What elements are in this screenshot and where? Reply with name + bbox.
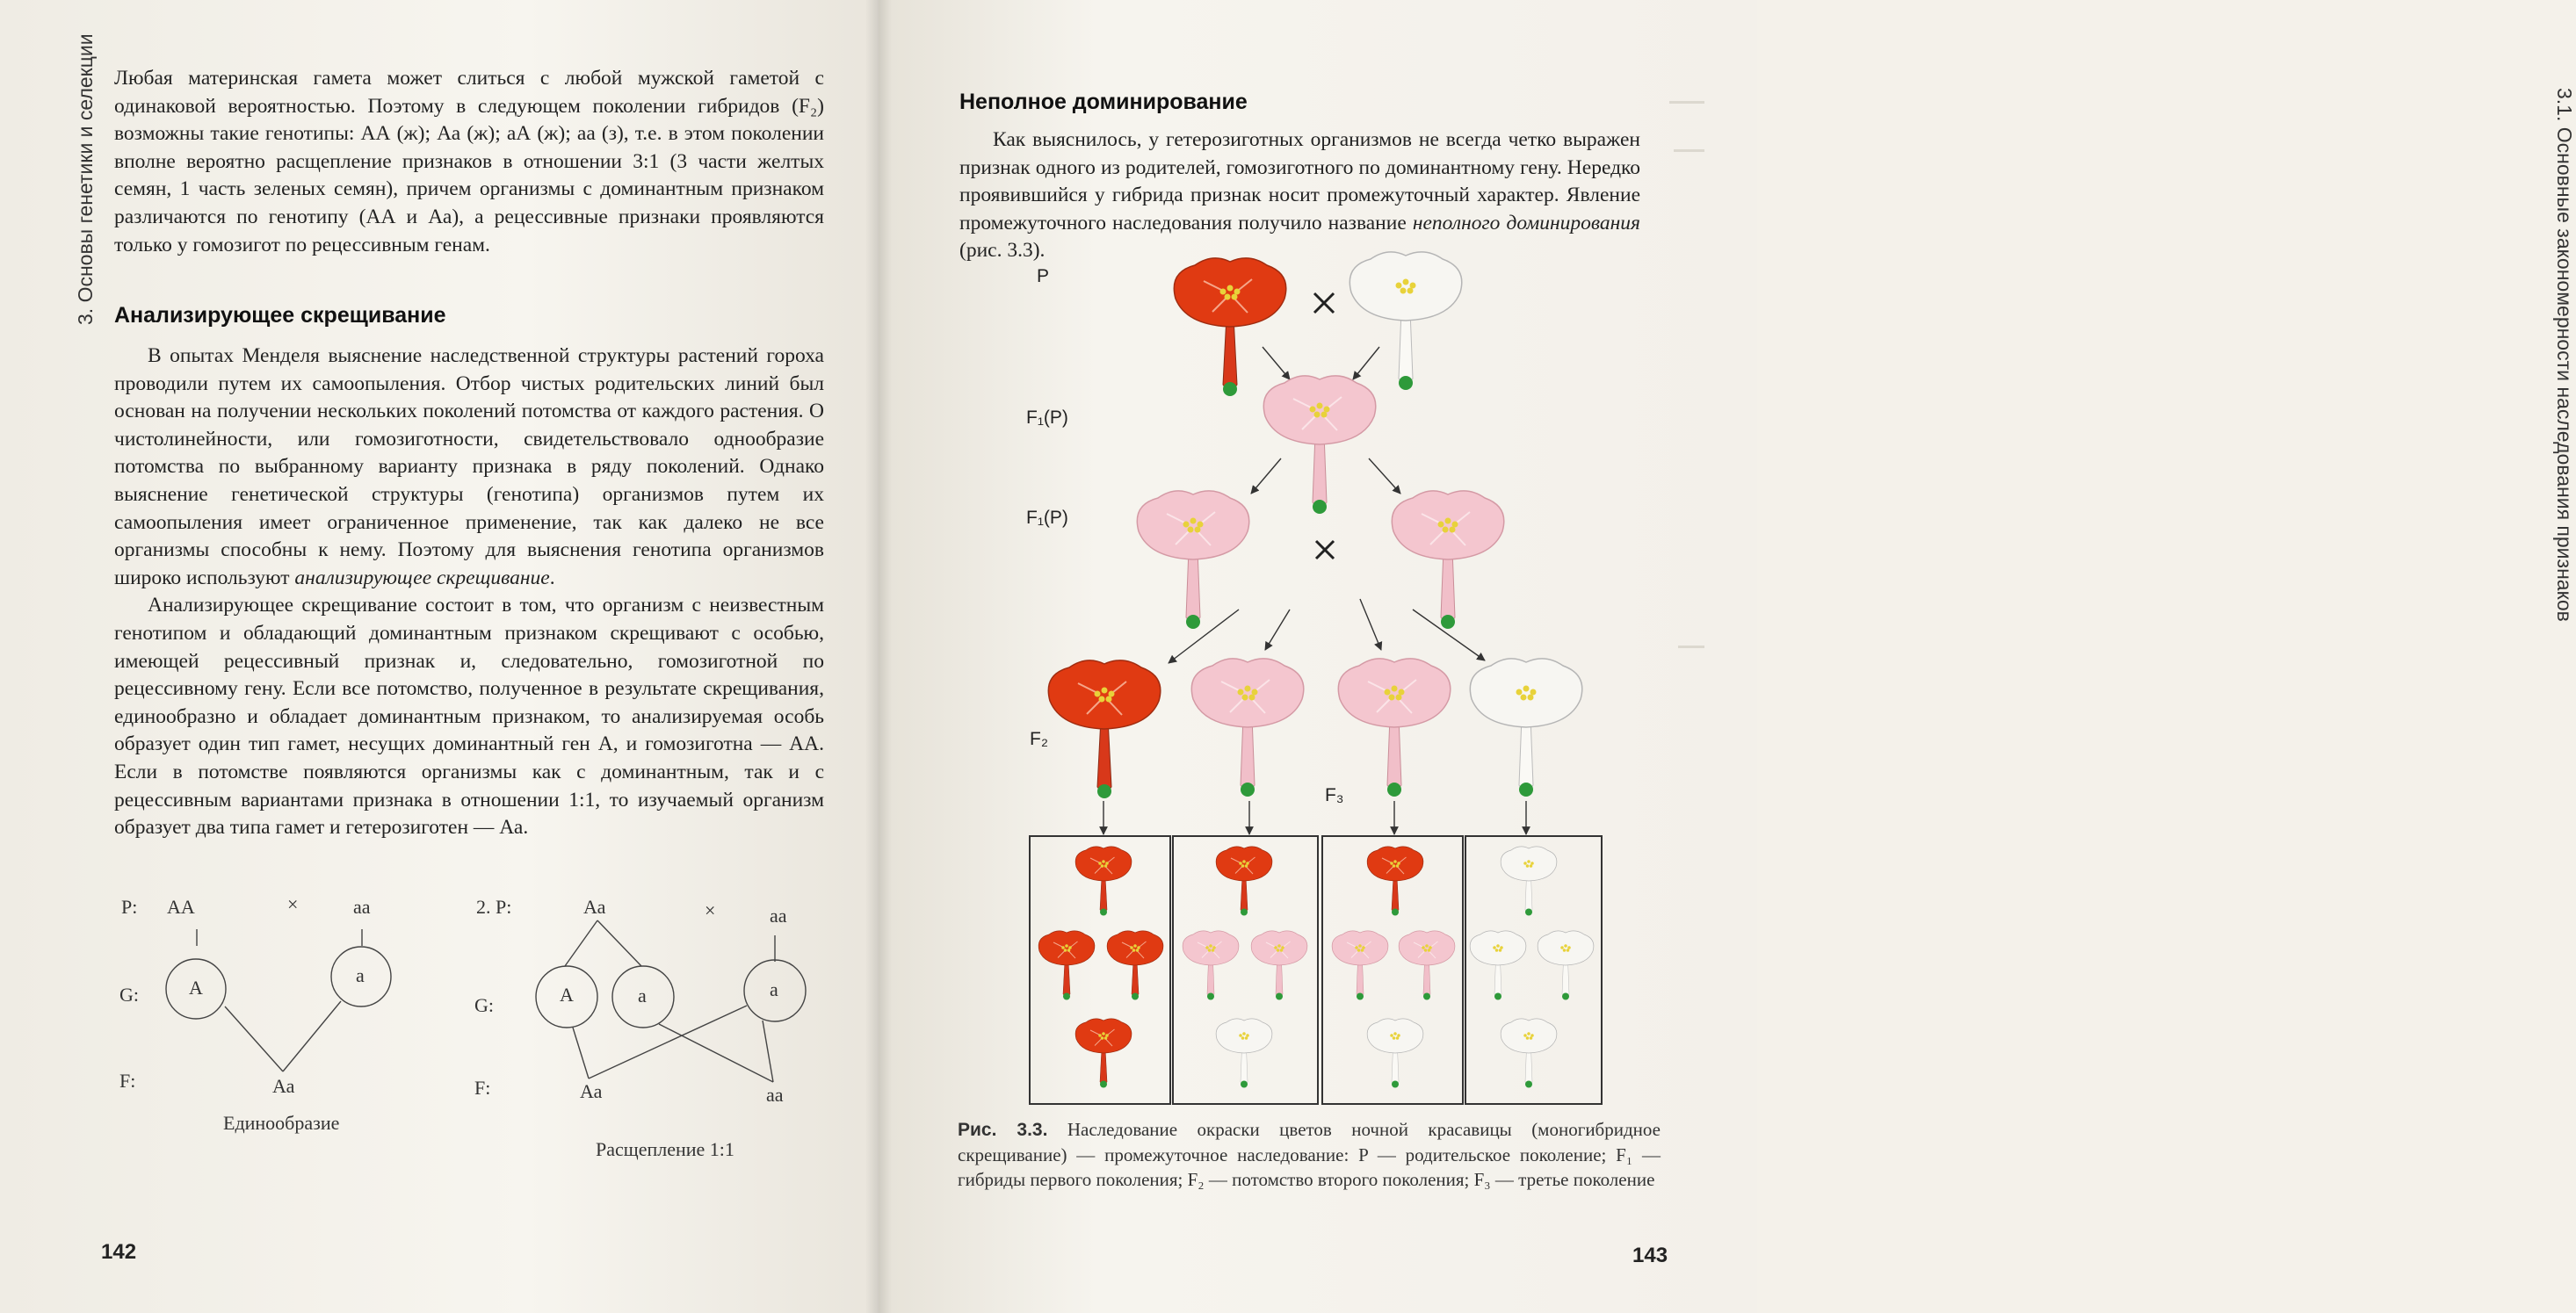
left-page-number: 142	[101, 1240, 137, 1264]
paragraph-italic: неполного доминирования	[1412, 211, 1640, 234]
section-heading-analyzing-cross: Анализирующее скрещивание	[114, 303, 446, 328]
scheme2-p-label: 2. P:	[476, 896, 512, 918]
figure-label-f1-b: F₁(P)	[1026, 508, 1068, 528]
paragraph-3: Анализирующее скрещивание состоит в том, что организм с неизвестным генотипом и обладающий доминантным признаком скрещивают с особью, имеющей рецессивный признак и, следовательно, гомозиготной по рецессивному гену. Если все потомство, полученное в результате скрещивания, единообразно и обладает доминантным признаком, то анализируемая особь образует один тип гамет, несущих доминантный ген А, и гомозиготна — АА. Если в потомстве появляются организмы как с доминантным, так и с рецессивным вариантами признака в отношении 1:1, то изучаемый организм образует два типа гамет и гетерозиготен — Аа.	[114, 594, 824, 840]
scheme1-line-to-offspring-1	[225, 1006, 283, 1071]
f3-box-2-flowers	[1183, 847, 1307, 1088]
scheme1-gamete-2: а	[356, 964, 365, 986]
scheme2-line-a-aa	[659, 1024, 773, 1082]
scheme1-p-label: P:	[121, 896, 138, 918]
scheme2-gamete-3: а	[770, 978, 778, 1000]
figure-label-f3: F₃	[1325, 785, 1344, 805]
figure-label-f1-a: F₁(P)	[1026, 408, 1068, 428]
paragraph-text: Как выяснилось, у гетерозиготных организмов не всегда четко выражен признак одного из родителей, гомозиготного по доминантному гену. Нередко проявившийся у гибрида признак носит промежуточный характер. Явление промежуточного наследования получило название	[959, 128, 1640, 234]
p-flower-red	[1174, 258, 1285, 396]
analyzing-cross-text	[114, 343, 824, 842]
right-page-number: 143	[1632, 1244, 1668, 1267]
scheme2-parent-2: аа	[770, 905, 787, 927]
f1-flower-pink	[1263, 376, 1375, 514]
right-page	[879, 0, 2576, 1313]
scheme2-caption: Расщепление 1:1	[596, 1138, 734, 1160]
section-heading-incomplete-dominance: Неполное доминирование	[959, 90, 1248, 114]
scheme2-g-label: G:	[474, 994, 494, 1016]
paragraph-2-italic: анализирующее скрещивание	[294, 566, 550, 589]
scheme2-offspring-2: аа	[766, 1084, 784, 1106]
figure-caption	[958, 1117, 1661, 1192]
left-page	[0, 0, 879, 1313]
scheme2-gamete-1: А	[560, 984, 574, 1006]
scheme1-offspring: Аа	[272, 1075, 295, 1097]
scheme2-parent-1: Аа	[583, 896, 606, 918]
scheme1-parent-2: аа	[353, 896, 371, 918]
f3-box-3-flowers	[1332, 847, 1455, 1088]
intro-paragraph: Любая материнская гамета может слиться с любой мужской гаметой с одинаковой вероятностью. Поэтому в следующем поколении гибридов (F₂) возможны такие генотипы: АА (ж); Аа (ж); аА (ж); аа (з), т.е. в этом поколении вполне вероятно расщепление признаков в отношении 3:1 (3 части желтых семян, 1 часть зеленых семян), причем организмы с доминантным признаком различаются по генотипу (АА и Аа), а рецессивные признаки проявляются только у гомозигот по рецессивным генам.	[114, 67, 824, 256]
scheme2-cross: ×	[705, 899, 716, 921]
scheme2-line-Aa-A	[565, 920, 597, 966]
scheme1-cross: ×	[287, 893, 299, 915]
caption-text: Наследование окраски цветов ночной красавицы (моногибридное скрещивание) — промежуточное наследование: P — родительское поколение; F₁ — гибриды первого поколения; F₂ — потомство второго поколения; F₃ — третье поколение	[958, 1119, 1661, 1190]
scheme1-f-label: F:	[119, 1070, 136, 1092]
caption-bold: Рис. 3.3.	[958, 1120, 1048, 1140]
paragraph-2-end: .	[549, 566, 555, 589]
intro-paragraph-block	[114, 65, 824, 259]
figure-3-3	[879, 0, 1757, 1313]
scheme2-line-Aa-a	[597, 920, 641, 966]
f2-flower-pink-1	[1191, 659, 1303, 797]
f2-flower-red	[1048, 660, 1160, 798]
f1-cross-mark	[1316, 541, 1334, 559]
paragraph-2-text: В опытах Менделя выяснение наследственной структуры растений гороха проводили путем их самоопыления. Отбор чистых родительских линий был основан на получении нескольких поколений потомства от каждого растения. О чистолинейности, или гомозиготности, свидетельствовало однообразие потомства по выбранному варианту признака в ряду поколений. Однако выяснение генетической структуры (генотипа) организмов путем их самоопыления имеет ограниченное применение, так как далеко не все организмы способны к нему. Поэтому для выяснения генотипа организмов широко используют	[114, 344, 824, 589]
figure-label-f2: F₂	[1030, 729, 1048, 749]
scheme2-offspring-1: Аа	[580, 1080, 603, 1102]
left-running-head: 3. Основы генетики и селекции	[74, 33, 97, 325]
scheme2-gamete-2: а	[638, 985, 647, 1006]
paragraph-end: (рис. 3.3).	[959, 239, 1046, 263]
f2-flower-pink-2	[1338, 659, 1450, 797]
scheme1-gamete-1: А	[189, 977, 203, 999]
f3-box-1-flowers	[1038, 847, 1163, 1088]
f1-cross-flower-pink-left	[1137, 491, 1248, 629]
book-gutter	[865, 0, 892, 1313]
scheme2-line-A-Aa	[573, 1028, 589, 1079]
scheme2-f-label: F:	[474, 1077, 491, 1099]
scheme1-parent-1: АА	[167, 896, 195, 918]
scheme2-line-a2-aa	[763, 1021, 773, 1082]
figure-label-p: P	[1037, 266, 1050, 286]
scheme1-caption: Единообразие	[223, 1112, 340, 1134]
p-flower-white	[1350, 252, 1461, 390]
scheme2-line-a2-Aa	[589, 1006, 747, 1079]
p-cross-mark	[1314, 293, 1334, 313]
scheme1-g-label: G:	[119, 984, 139, 1006]
f3-box-4-flowers	[1470, 847, 1594, 1088]
f1-cross-flower-pink-right	[1392, 491, 1503, 629]
f2-flower-white	[1470, 659, 1581, 797]
paragraph-2	[114, 343, 824, 592]
right-running-head: 3.1. Основные закономерности наследования признаков	[2553, 88, 2576, 622]
scheme1-line-to-offspring-2	[283, 1001, 341, 1071]
